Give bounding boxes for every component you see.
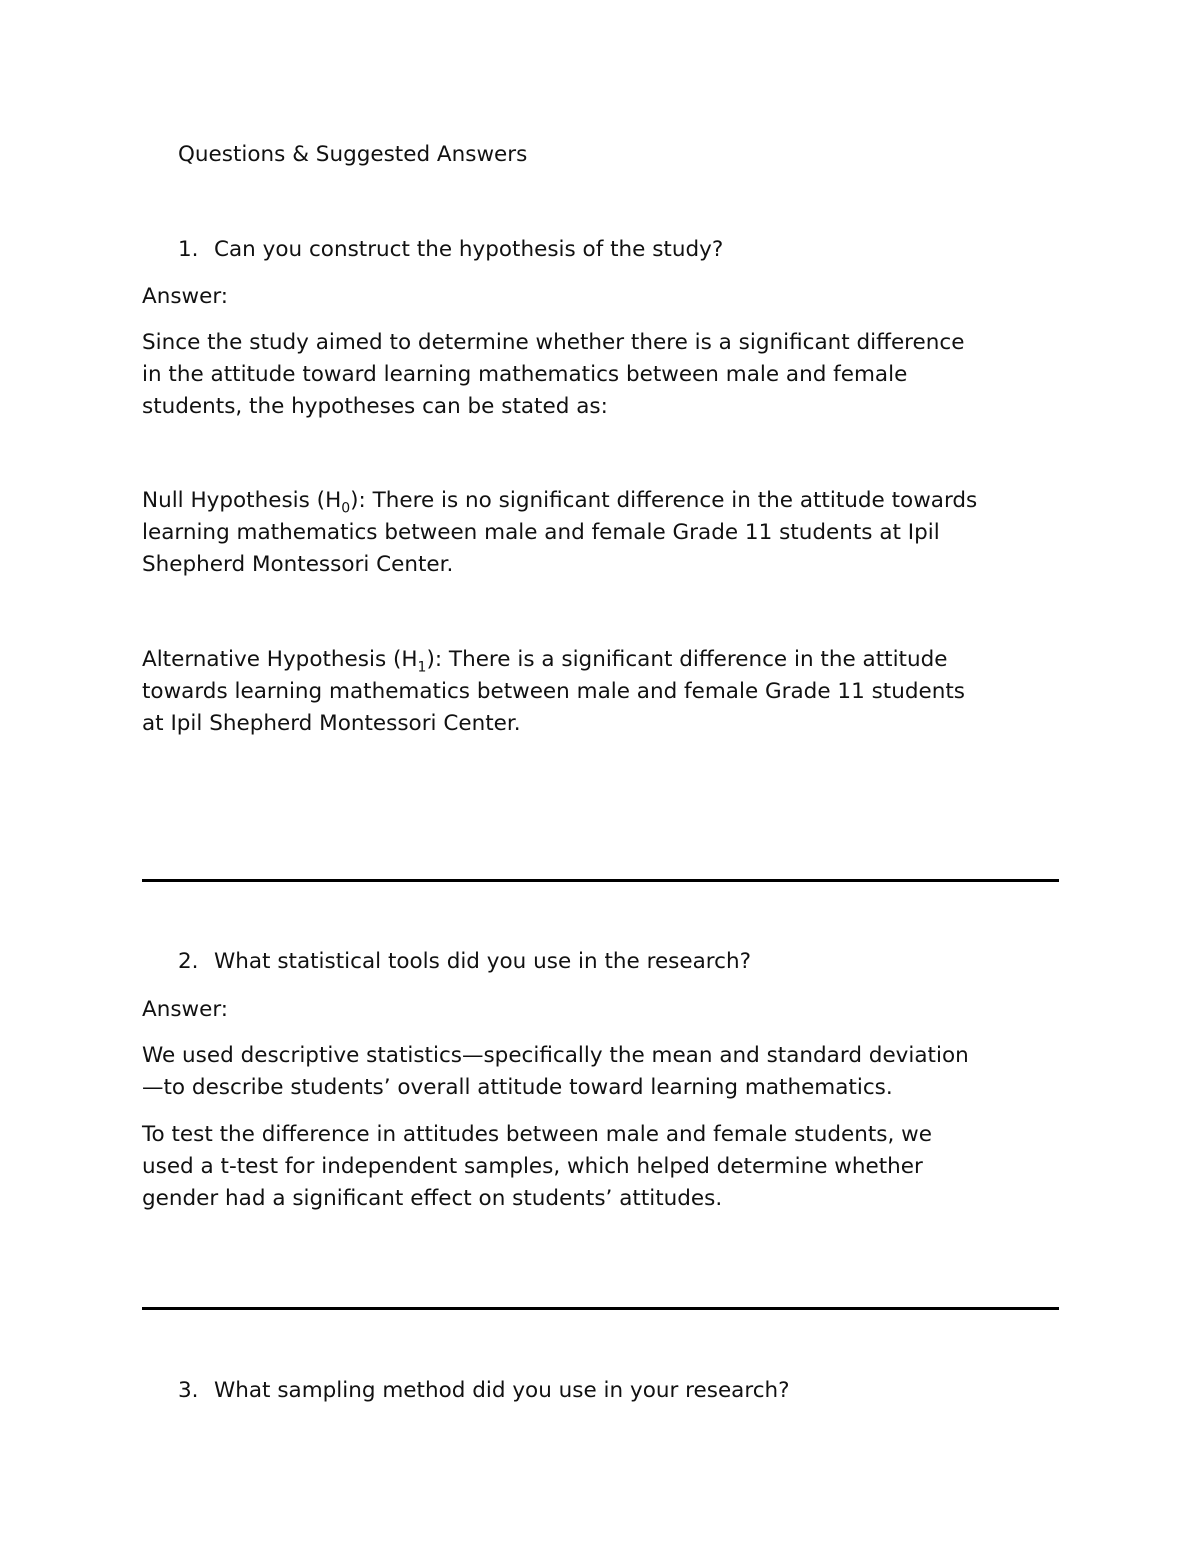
answer-1-label: Answer: — [142, 284, 229, 309]
answer-1-intro-line: in the attitude toward learning mathematics between male and female — [142, 362, 908, 387]
alternative-hypothesis-subscript: 1 — [417, 659, 427, 676]
question-3 — [178, 1375, 790, 1407]
null-hypothesis-line: Shepherd Montessori Center. — [142, 552, 454, 577]
alternative-hypothesis-line: at Ipil Shepherd Montessori Center. — [142, 711, 521, 736]
alternative-hypothesis-text: ): There is a significant difference in the attitude — [426, 647, 948, 672]
answer-2-label: Answer: — [142, 997, 229, 1022]
answer-2-paragraph-2 — [142, 1119, 1072, 1215]
question-2-number: 2. — [178, 949, 199, 974]
alternative-hypothesis-line — [142, 644, 1072, 676]
null-hypothesis-label: Null Hypothesis (H — [142, 488, 342, 513]
answer-2-line: used a t-test for independent samples, which helped determine whether — [142, 1154, 923, 1179]
null-hypothesis-line — [142, 485, 1072, 517]
question-3-text: What sampling method did you use in your research? — [214, 1378, 790, 1403]
answer-1-intro-line: students, the hypotheses can be stated as: — [142, 394, 608, 419]
alternative-hypothesis-label: Alternative Hypothesis (H — [142, 647, 418, 672]
section-divider — [142, 879, 1059, 882]
page-title: Questions & Suggested Answers — [178, 142, 528, 167]
null-hypothesis-text: ): There is no significant difference in the attitude towards — [350, 488, 978, 513]
question-2-text: What statistical tools did you use in the research? — [214, 949, 751, 974]
answer-2-line: —to describe students’ overall attitude toward learning mathematics. — [142, 1075, 893, 1100]
null-hypothesis — [142, 485, 1072, 581]
answer-2-paragraph-1 — [142, 1040, 1072, 1104]
answer-2-line: gender had a significant effect on students’ attitudes. — [142, 1186, 723, 1211]
question-1-text: Can you construct the hypothesis of the study? — [214, 237, 724, 262]
alternative-hypothesis — [142, 644, 1072, 740]
answer-1-intro — [142, 327, 1072, 423]
alternative-hypothesis-line: towards learning mathematics between male and female Grade 11 students — [142, 679, 965, 704]
null-hypothesis-subscript: 0 — [341, 500, 351, 517]
question-3-number: 3. — [178, 1378, 199, 1403]
section-divider — [142, 1307, 1059, 1310]
null-hypothesis-line: learning mathematics between male and female Grade 11 students at Ipil — [142, 520, 940, 545]
answer-2-line: We used descriptive statistics—specifically the mean and standard deviation — [142, 1043, 969, 1068]
answer-1-intro-line: Since the study aimed to determine whether there is a significant difference — [142, 330, 965, 355]
answer-2-line: To test the difference in attitudes between male and female students, we — [142, 1122, 932, 1147]
question-2 — [178, 946, 751, 978]
question-1 — [178, 234, 723, 266]
question-1-number: 1. — [178, 237, 199, 262]
